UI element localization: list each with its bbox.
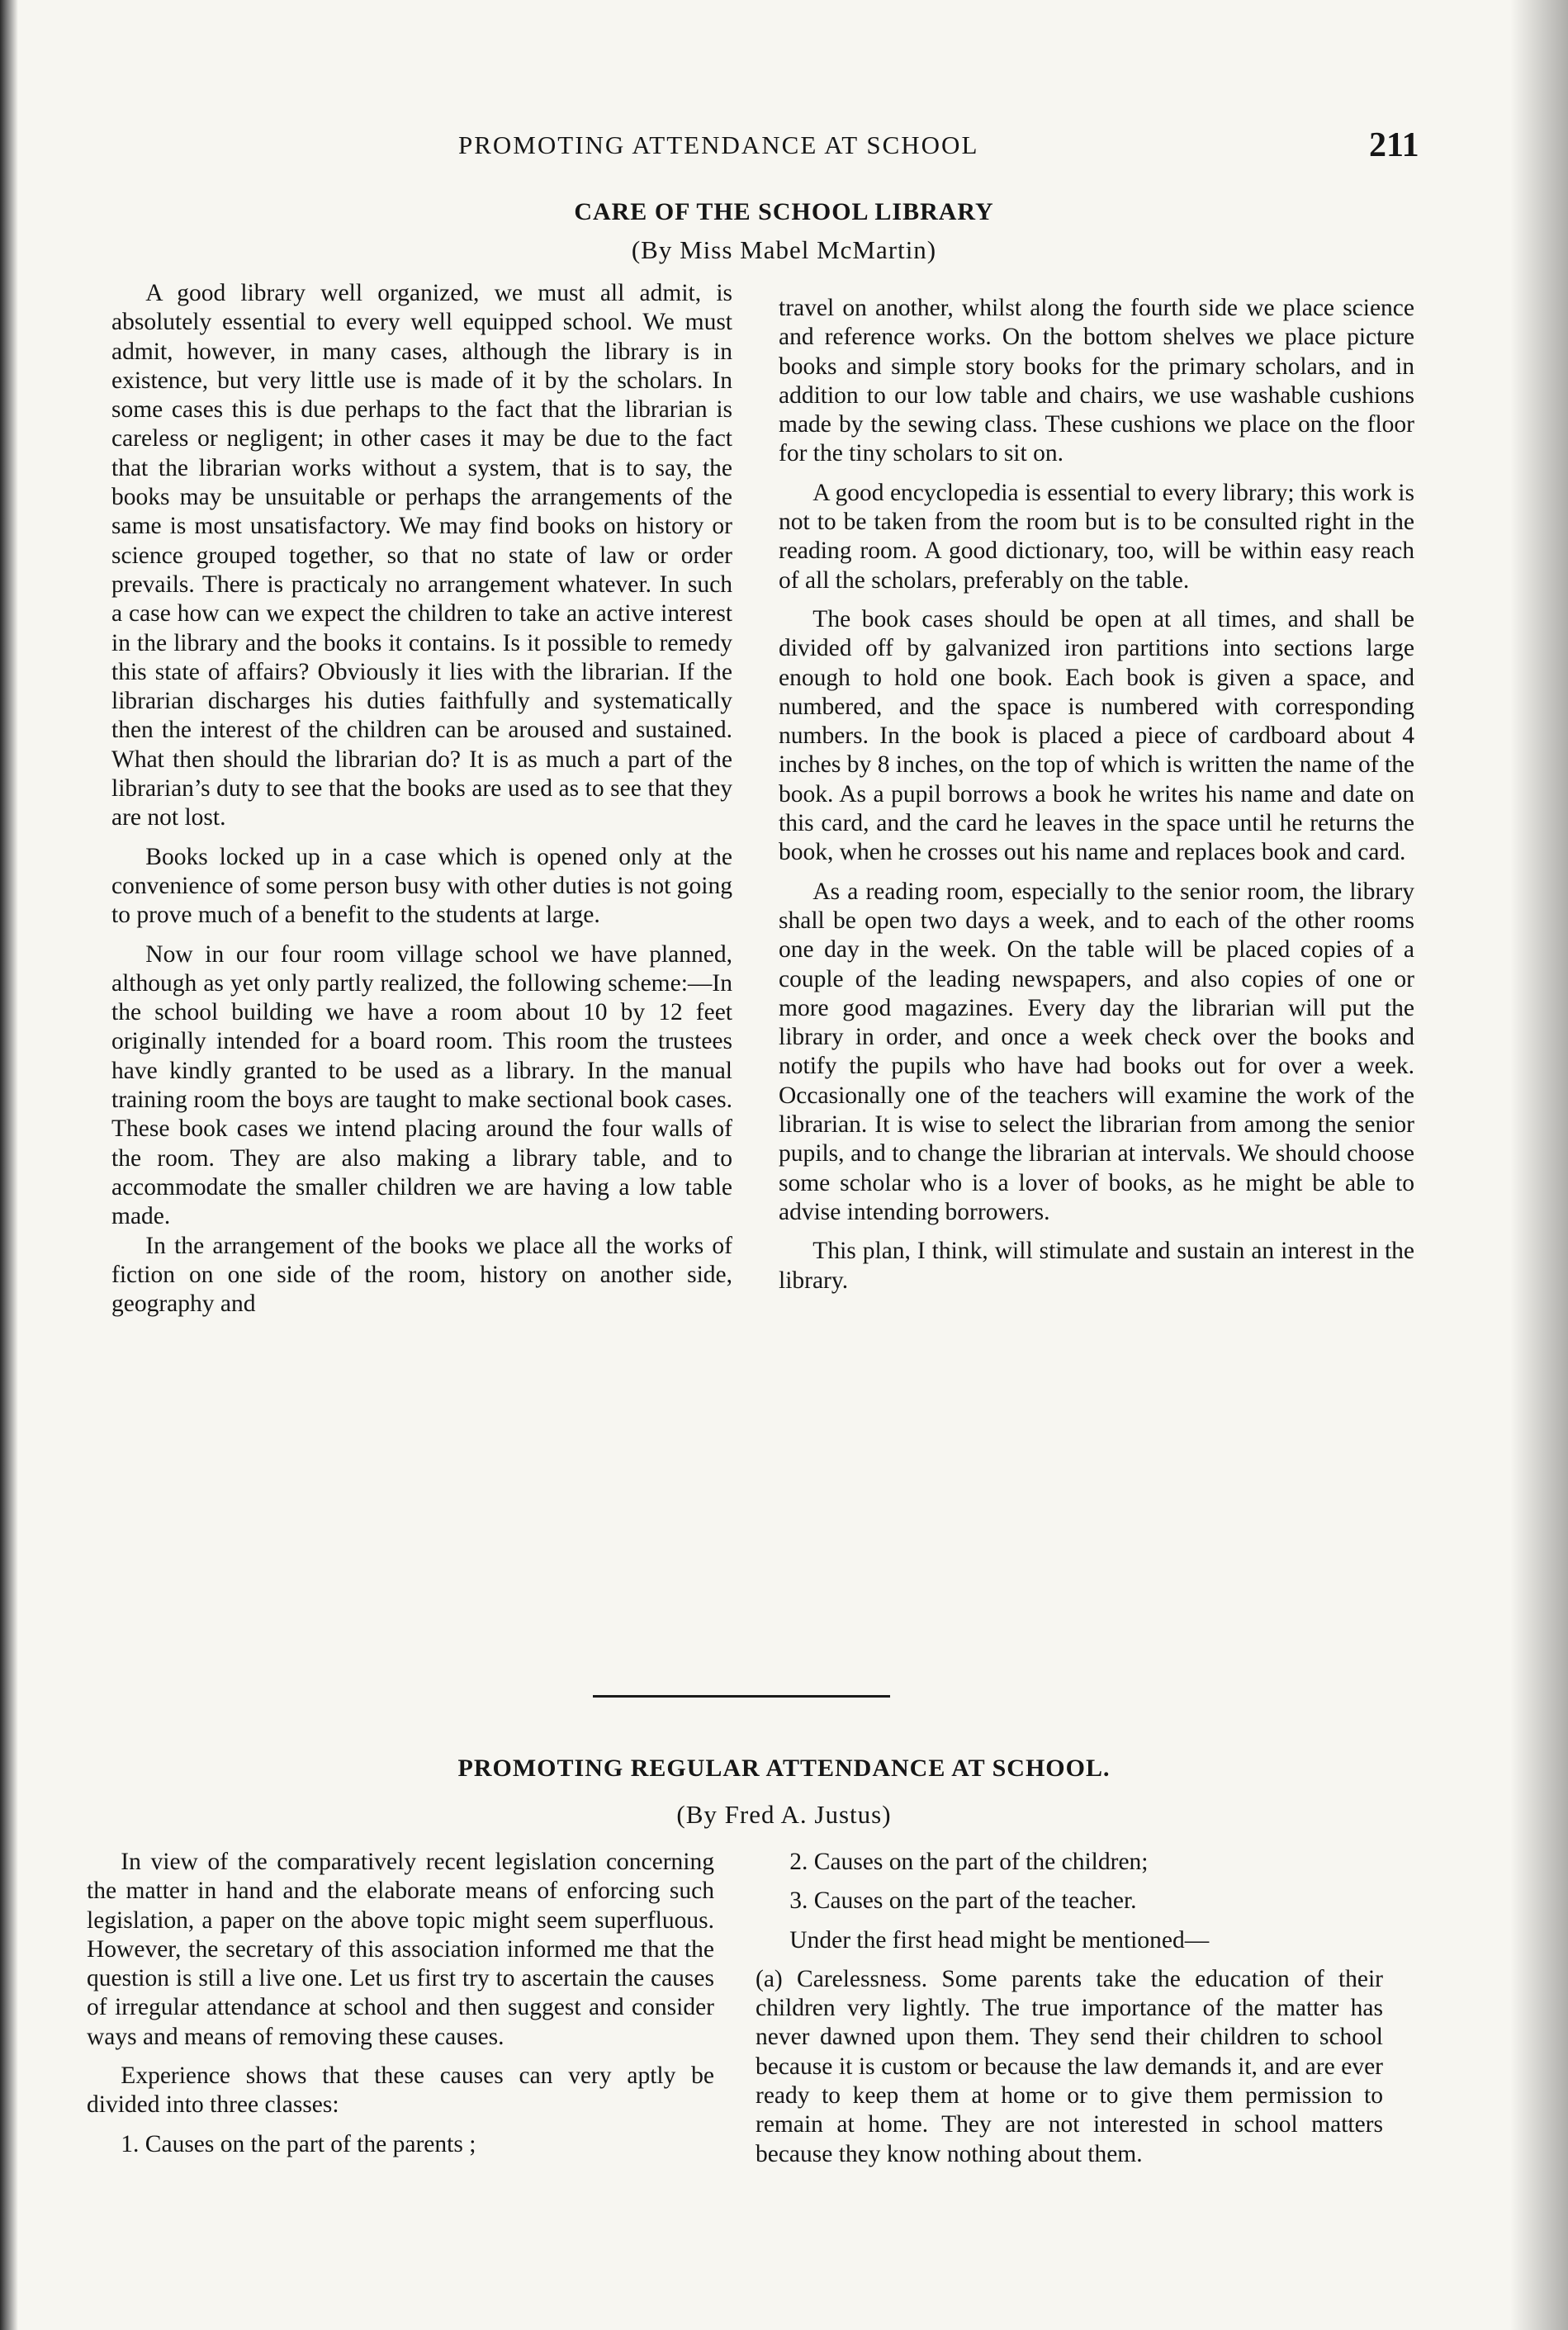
paragraph: This plan, I think, will stimulate and sustain an interest in the library.	[779, 1238, 1414, 1294]
article-2-byline: (By Fred A. Justus)	[676, 1800, 892, 1829]
article-1-title: CARE OF THE SCHOOL LIBRARY	[574, 198, 994, 225]
paragraph: (a) Carelessness. Some parents take the education of their children very lightly. The true importance of the matter has never dawned upon them. They send their children to school because it is custom or because the law demands it, and are ever ready to keep them at home or to give them permission to remain at home. They are not interested in school matters because they know nothing about them.	[756, 1965, 1383, 2167]
paragraph: Under the first head might be mentioned—	[789, 1926, 1210, 1954]
paragraph: travel on another, whilst along the fourth side we place science and reference works. On the bottom shelves we place picture books and simple story books for the primary scholars, and in addition to our low table and chairs, we use washable cushions made by the sewing class. These cushions we place on the floor for the tiny scholars to sit on.	[779, 295, 1414, 467]
article-1-right-column	[779, 294, 1414, 1305]
paragraph: In the arrangement of the books we place all the works of fiction on one side of the room, history on another side, geography and	[111, 1232, 732, 1318]
paragraph: The book cases should be open at all times, and shall be divided off by galvanized iron partitions into sections large enough to hold one book. Each book is given a space, and numbered, and the space is numbered with corresponding numbers. In the book is placed a piece of cardboard about 4 inches by 8 inches, on the top of which is written the name of the book. As a pupil borrows a book he writes his name and date on this card, and the card he leaves in the space until he returns the book, when he crosses out his name and replaces book and card.	[779, 605, 1414, 866]
article-2-title: PROMOTING REGULAR ATTENDANCE AT SCHOOL.	[457, 1755, 1111, 1782]
paragraph: Experience shows that these causes can very aptly be divided into three classes:	[87, 2062, 714, 2119]
paragraph: As a reading room, especially to the senior room, the library shall be open two days a week, and to each of the other rooms one day in the week. On the table will be placed copies of a couple of the leading newspapers, and also copies of one or more good magazines. Every day the librarian will put the library in order, and once a week check over the books and notify the pupils who have had books out for over a week. Occasionally one of the teachers will examine the work of the librarian. It is wise to select the librarian from among the senior pupils, and to change the librarian at intervals. We should choose some scholar who is a lover of books, as he might be able to advise intending borrowers.	[779, 878, 1414, 1225]
paragraph: A good library well organized, we must all admit, is absolutely essential to every well equipped school. We must admit, however, in many cases, although the library is in existence, but very little use is made of it by the scholars. In some cases this is due perhaps to the fact that the librarian is careless or negligent; in other cases it may be due to the fact that the librarian works without a system, that is to say, the books may be unsuitable or perhaps the arrangements of the same is most unsatisfactory. We may find books on history or science grouped together, so that no state of law or order prevails. There is practicaly no arrangement whatever. In such a case how can we expect the children to take an active interest in the library and the books it contains. Is it possible to remedy this state of affairs? Obviously it lies with the librarian. If the librarian discharges his duties faithfully and systematically then the interest of the children can be aroused and sustained. What then should the librarian do? It is as much a part of the librarian’s duty to see that the books are used as to see that they are not lost.	[111, 280, 732, 831]
running-header: PROMOTING ATTENDANCE AT SCHOOL	[458, 130, 979, 159]
section-divider	[593, 1695, 890, 1698]
page-edge-shadow-left	[0, 0, 18, 2330]
paragraph: In view of the comparatively recent legislation concerning the matter in hand and the elaborate means of enforcing such legislation, a paper on the above topic might seem superfluous. However, the secretary of this association informed me that the question is still a live one. Let us first try to ascertain the causes of irregular attendance at school and then suggest and consider ways and means of removing these causes.	[87, 1849, 714, 2050]
paragraph: 2. Causes on the part of the children;	[789, 1849, 1149, 1875]
paragraph: 3. Causes on the part of the teacher.	[789, 1887, 1137, 1915]
paragraph: A good encyclopedia is essential to every library; this work is not to be taken from the room but is to be consulted right in the reading room. A good dictionary, too, will be within easy reach of all the scholars, preferably on the table.	[779, 479, 1414, 594]
page-number: 211	[1369, 126, 1419, 164]
article-2-right-column	[756, 1848, 1383, 2179]
article-1-left-column	[111, 279, 732, 1328]
paragraph: Books locked up in a case which is opened only at the convenience of some person busy with other duties is not going to prove much of a benefit to the students at large.	[111, 843, 732, 929]
paragraph: 1. Causes on the part of the parents ;	[121, 2130, 476, 2157]
paragraph: Now in our four room village school we have planned, although as yet only partly realized, the following scheme:—In the school building we have a room about 10 by 12 feet originally intended for a board room. This room the trustees have kindly granted to be used as a library. In the manual training room the boys are taught to make sectional book cases. These book cases we intend placing around the four walls of the room. They are also making a library table, and to accommodate the smaller children we are having a low table made.	[111, 940, 732, 1230]
article-2-left-column	[87, 1848, 714, 2169]
page-edge-shadow-right	[1510, 0, 1568, 2330]
article-1-byline: (By Miss Mabel McMartin)	[631, 235, 937, 264]
